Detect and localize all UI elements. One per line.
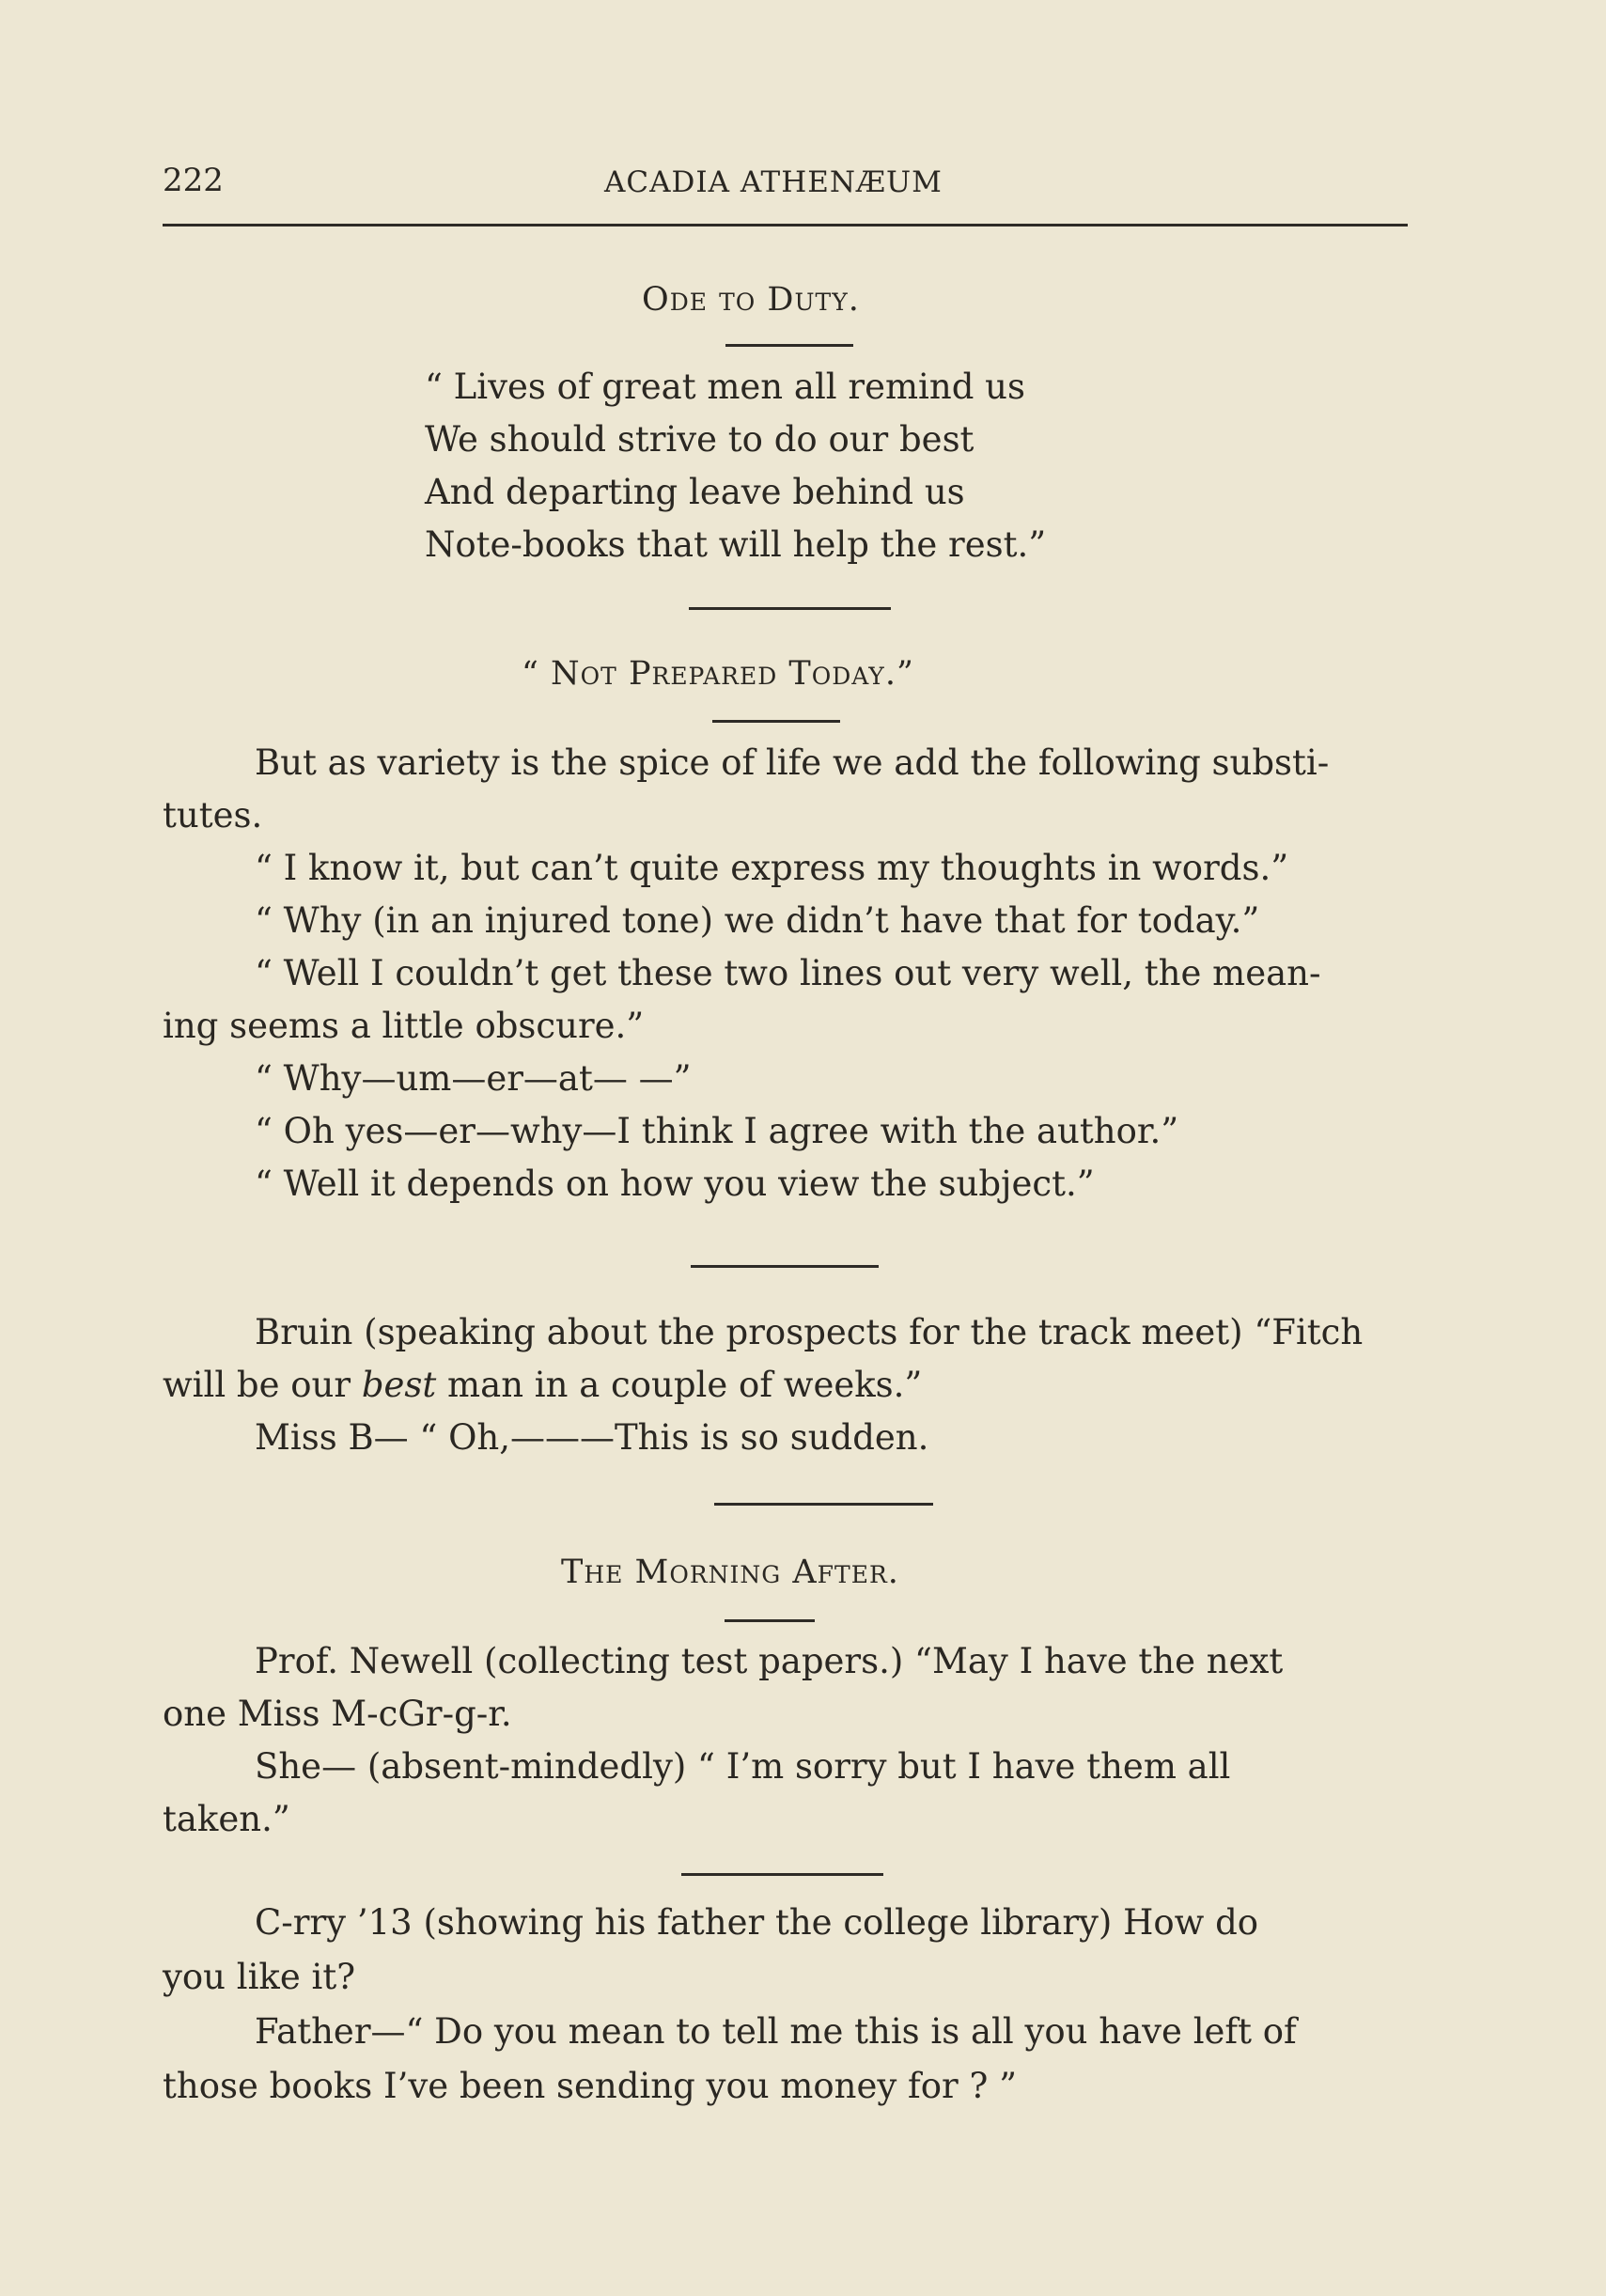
not-prepared-line-2: tutes. (163, 795, 263, 836)
bruin-line-2-before: will be our (163, 1365, 362, 1405)
morning-after-line-2: one Miss M-cGr-g-r. (163, 1694, 512, 1734)
ode-title-rule (725, 344, 853, 347)
page-number: 222 (163, 162, 224, 199)
running-title: ACADIA ATHENÆUM (604, 165, 943, 199)
morning-after-title: The Morning After. (561, 1554, 899, 1591)
morning-after-line-4: taken.” (163, 1799, 290, 1839)
bruin-line-2 (163, 1365, 922, 1405)
ode-title: Ode to Duty. (642, 281, 860, 319)
not-prepared-line-9: “ Well it depends on how you view the subject.” (255, 1164, 1095, 1204)
bruin-line-2-after: man in a couple of weeks.” (436, 1365, 923, 1405)
carry-line-3: Father—“ Do you mean to tell me this is all you have left of (255, 2011, 1297, 2052)
not-prepared-title-rule (712, 720, 840, 723)
section-divider-1 (689, 607, 891, 610)
header-rule (163, 224, 1408, 226)
section-divider-2 (691, 1265, 879, 1268)
not-prepared-line-6: ing seems a little obscure.” (163, 1006, 645, 1046)
carry-line-4: those books I’ve been sending you money for ? ” (163, 2066, 1017, 2106)
not-prepared-line-7: “ Why—um—er—at— —” (255, 1058, 692, 1099)
carry-line-2: you like it? (163, 1957, 356, 1997)
not-prepared-line-5: “ Well I couldn’t get these two lines out very well, the mean- (255, 953, 1321, 993)
not-prepared-title: “ Not Prepared Today.” (522, 655, 914, 693)
carry-line-1: C-rry ’13 (showing his father the college library) How do (255, 1902, 1259, 1943)
morning-after-line-3: She— (absent-mindedly) “ I’m sorry but I have them all (255, 1746, 1231, 1787)
bruin-line-2-emphasis: best (361, 1365, 437, 1405)
ode-line-2: We should strive to do our best (425, 419, 975, 460)
not-prepared-line-1: But as variety is the spice of life we add the following substi- (255, 742, 1330, 783)
bruin-line-3: Miss B— “ Oh,———This is so sudden. (255, 1417, 929, 1458)
not-prepared-line-8: “ Oh yes—er—why—I think I agree with the author.” (255, 1111, 1179, 1151)
ode-line-3: And departing leave behind us (425, 472, 965, 512)
bruin-line-1: Bruin (speaking about the prospects for the track meet) “Fitch (255, 1312, 1364, 1352)
section-divider-4 (681, 1873, 883, 1876)
morning-after-title-rule (725, 1619, 815, 1622)
not-prepared-line-3: “ I know it, but can’t quite express my thoughts in words.” (255, 848, 1289, 888)
section-divider-3 (714, 1503, 933, 1506)
not-prepared-line-4: “ Why (in an injured tone) we didn’t have that for today.” (255, 900, 1260, 941)
morning-after-line-1: Prof. Newell (collecting test papers.) “May I have the next (255, 1641, 1284, 1681)
ode-line-4: Note-books that will help the rest.” (425, 524, 1047, 565)
ode-line-1: “ Lives of great men all remind us (425, 367, 1025, 407)
